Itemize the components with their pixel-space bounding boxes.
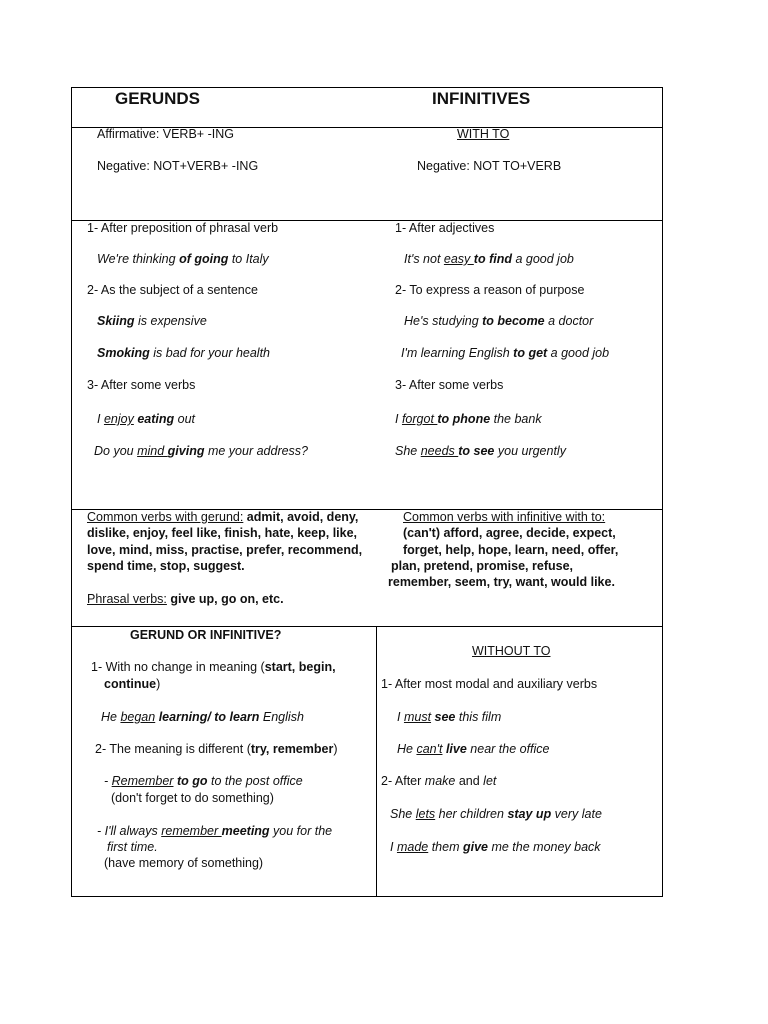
goi-rule-1: 1- With no change in meaning (start, begin, xyxy=(91,660,336,674)
without-to-example: I made them give me the money back xyxy=(390,840,601,854)
infinitive-with-to: WITH TO xyxy=(457,127,510,141)
common-infinitive-line: forget, help, hope, learn, need, offer, xyxy=(403,543,619,557)
gerund-affirmative: Affirmative: VERB+ -ING xyxy=(97,127,234,141)
gerund-example: We're thinking of going to Italy xyxy=(97,252,269,266)
infinitives-header: INFINITIVES xyxy=(432,89,531,108)
common-infinitive-line: plan, pretend, promise, refuse, xyxy=(391,559,573,573)
common-gerund-line: Common verbs with gerund: admit, avoid, deny, xyxy=(87,510,359,524)
goi-note: (don't forget to do something) xyxy=(111,791,274,805)
goi-rule-2: 2- The meaning is different (try, remember) xyxy=(95,742,338,756)
infinitive-rule-3: 3- After some verbs xyxy=(395,378,504,392)
common-infinitive-line: (can't) afford, agree, decide, expect, xyxy=(403,526,616,540)
gerund-rule-2: 2- As the subject of a sentence xyxy=(87,283,258,297)
gerund-example: Do you mind giving me your address? xyxy=(94,444,309,458)
common-infinitive-label: Common verbs with infinitive with to: xyxy=(403,510,606,524)
common-gerund-line: spend time, stop, suggest. xyxy=(87,559,245,573)
goi-example: - I'll always remember meeting you for the xyxy=(97,824,333,838)
gerund-or-infinitive-title: GERUND OR INFINITIVE? xyxy=(130,628,282,642)
infinitive-rule-2: 2- To express a reason of purpose xyxy=(395,283,585,297)
without-to-example: He can't live near the office xyxy=(397,742,550,756)
common-gerund-line: love, mind, miss, practise, prefer, recommend, xyxy=(87,543,363,557)
gerund-example: I enjoy eating out xyxy=(97,412,195,426)
infinitive-example: I'm learning English to get a good job xyxy=(401,346,610,360)
gerund-example: Smoking is bad for your health xyxy=(97,346,271,360)
goi-note: (have memory of something) xyxy=(104,856,264,870)
column-divider xyxy=(376,626,377,896)
goi-example: He began learning/ to learn English xyxy=(101,710,304,724)
phrasal-verbs: Phrasal verbs: give up, go on, etc. xyxy=(87,592,284,606)
goi-example: - Remember to go to the post office xyxy=(104,774,303,788)
gerunds-header: GERUNDS xyxy=(115,89,201,108)
goi-example-cont: first time. xyxy=(107,840,158,854)
goi-rule-1-cont: continue) xyxy=(104,677,161,691)
infinitive-rule-1: 1- After adjectives xyxy=(395,221,495,235)
gerund-rule-3: 3- After some verbs xyxy=(87,378,196,392)
without-to-example: She lets her children stay up very late xyxy=(390,807,602,821)
common-gerund-line: dislike, enjoy, feel like, finish, hate, keep, like, xyxy=(87,526,358,540)
without-to-example: I must see this film xyxy=(397,710,502,724)
infinitive-example: I forgot to phone the bank xyxy=(395,412,542,426)
gerund-negative: Negative: NOT+VERB+ -ING xyxy=(97,159,259,173)
without-to-title: WITHOUT TO xyxy=(472,644,551,658)
common-infinitive-line: remember, seem, try, want, would like. xyxy=(388,575,615,589)
without-to-rule-1: 1- After most modal and auxiliary verbs xyxy=(381,677,598,691)
gerund-rule-1: 1- After preposition of phrasal verb xyxy=(87,221,279,235)
infinitive-example: He's studying to become a doctor xyxy=(404,314,594,328)
gerund-example: Skiing is expensive xyxy=(97,314,207,328)
without-to-rule-2: 2- After make and let xyxy=(381,774,497,788)
infinitive-example: It's not easy to find a good job xyxy=(404,252,574,266)
infinitive-negative: Negative: NOT TO+VERB xyxy=(417,159,562,173)
infinitive-example: She needs to see you urgently xyxy=(395,444,566,458)
